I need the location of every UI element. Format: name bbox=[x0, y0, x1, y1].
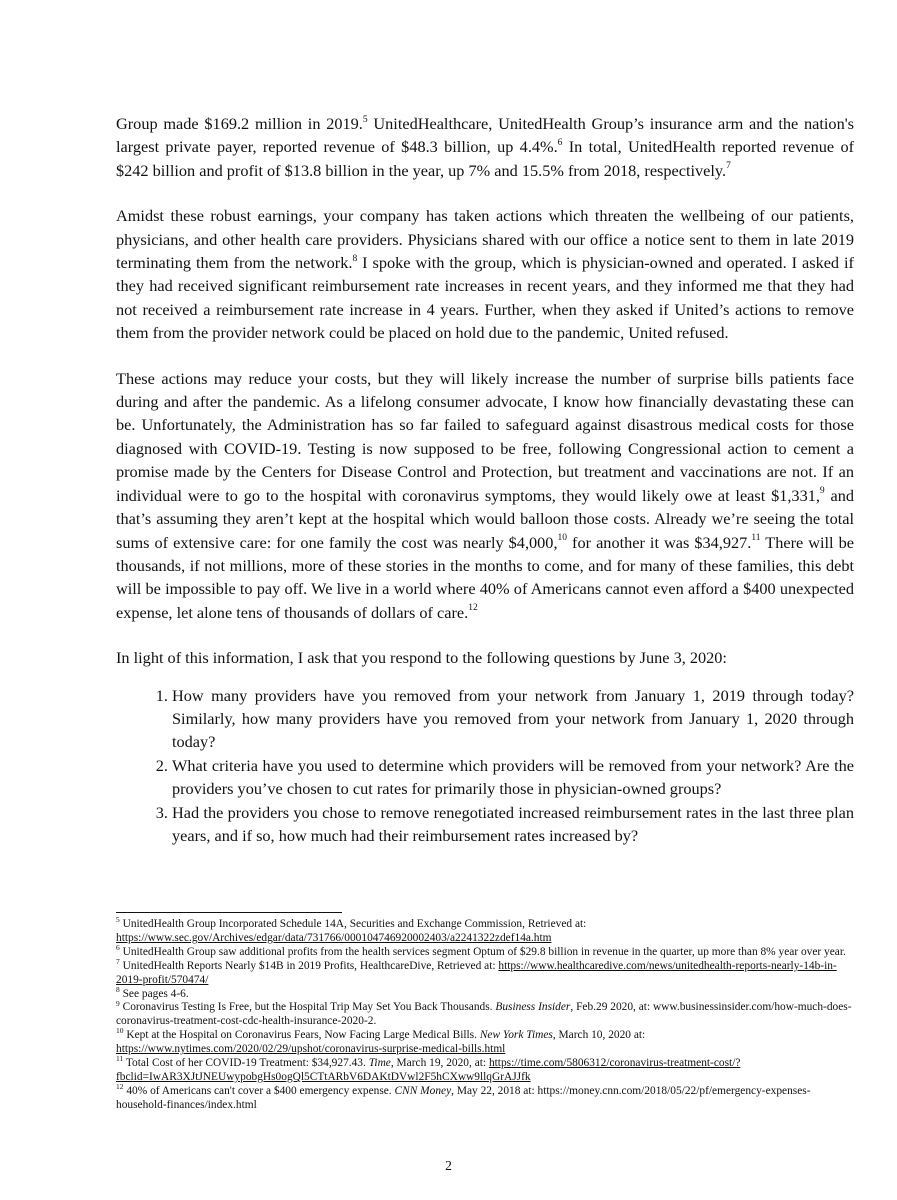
question-item: 2. What criteria have you used to determine which providers will be removed from your network? Are the providers you’ve chosen to cut rates for primarily those in physician-owned groups? bbox=[172, 754, 854, 801]
publication-title: CNN Money bbox=[394, 1084, 452, 1097]
paragraph bbox=[116, 367, 854, 624]
paragraph-text: Group made $169.2 million in 2019. bbox=[116, 114, 363, 133]
footnote-text: , March 19, 2020, at: bbox=[390, 1057, 489, 1070]
question-item: 1. How many providers have you removed from your network from January 1, 2019 through today? Similarly, how many providers have you removed from your network from January 1, 2020 through today? bbox=[172, 684, 854, 754]
paragraph bbox=[116, 112, 854, 182]
footnote-marker: 6 bbox=[116, 943, 120, 953]
footnote bbox=[116, 998, 854, 1029]
footnote bbox=[116, 956, 854, 988]
paragraph-text: In total, UnitedHealth reported revenue of $242 billion and profit of $13.8 billion in the year, up 7% and 15.5% from 2018, respectively. bbox=[116, 137, 855, 180]
paragraph-text: for another it was $34,927. bbox=[567, 532, 752, 552]
paragraph bbox=[116, 204, 854, 344]
footnote-marker: 11 bbox=[116, 1054, 124, 1064]
footnote-reference: 9 bbox=[819, 486, 825, 497]
question-list bbox=[116, 684, 854, 848]
footnote-text: Kept at the Hospital on Coronavirus Fears, Now Facing Large Medical Bills. bbox=[123, 1029, 480, 1042]
footnote-text: Total Cost of her COVID-19 Treatment: $34,927.43. bbox=[123, 1057, 369, 1070]
paragraph-text: UnitedHealthcare, UnitedHealth Group’s insurance arm and the nation's largest private payer, reported revenue of $48.3 billion, up 4.4%. bbox=[116, 114, 854, 157]
footnote bbox=[116, 1026, 854, 1057]
footnote-text: 40% of Americans can't cover a $400 emergency expense. bbox=[123, 1084, 395, 1097]
footnote-reference: 6 bbox=[557, 137, 563, 148]
footnote-marker: 10 bbox=[116, 1026, 124, 1036]
page-number: 2 bbox=[445, 1158, 452, 1173]
paragraph-text: and that’s assuming they aren’t kept at the hospital which would balloon those costs. Already we’re seeing the total sums of extensive care: for one family the cost was nearly $4,000, bbox=[116, 485, 854, 552]
footnote bbox=[116, 984, 854, 1002]
footnote-reference: 10 bbox=[557, 533, 568, 544]
publication-title: New York Times bbox=[479, 1029, 553, 1042]
publication-title: Time bbox=[368, 1057, 391, 1070]
paragraph-text: There will be thousands, if not millions, more of these stories in the months to come, and for many of these families, this debt will be impossible to pay off. We live in a world where 40% of Americans cannot even afford a $400 unexpected expense, let alone tens of thousands of dollars of care. bbox=[116, 532, 854, 622]
letter-body bbox=[116, 112, 854, 847]
footnote-text: , May 22, 2018 at: https://money.cnn.com/2018/05/22/pf/emergency-expenses-household-finances/index.html bbox=[116, 1084, 811, 1111]
source-url: https://www.sec.gov/Archives/edgar/data/731766/000104746920002403/a2241322zdef14a.htm bbox=[116, 931, 552, 944]
footnote-text: See pages 4-6. bbox=[119, 987, 189, 1000]
footnote-reference: 8 bbox=[352, 253, 358, 264]
paragraph-text: In light of this information, I ask that you respond to the following questions by June 3, 2020: bbox=[116, 648, 727, 668]
question-item: 3. Had the providers you chose to remove renegotiated increased reimbursement rates in the last three plan years, and if so, how much had their reimbursement rates increased by? bbox=[172, 801, 854, 848]
footnote-marker: 8 bbox=[116, 984, 120, 994]
footnote-separator bbox=[116, 912, 342, 913]
footnote-text: , March 10, 2020 at: bbox=[552, 1029, 646, 1042]
footnote-marker: 5 bbox=[116, 915, 120, 925]
publication-title: Business Insider bbox=[495, 1001, 571, 1014]
footnote-text: UnitedHealth Group saw additional profits from the health services segment Optum of $29.8 billion in revenue in the quarter, up more than 8% year over year. bbox=[119, 945, 846, 958]
footnote bbox=[116, 915, 854, 946]
footnote-text: , Feb.29 2020, at: www.businessinsider.com/how-much-does-coronavirus-treatment-cost-cdc-health-insurance-2020-2. bbox=[116, 1001, 852, 1028]
footnote-reference: 12 bbox=[468, 603, 478, 614]
footnote-marker: 7 bbox=[116, 956, 120, 966]
footnote-marker: 12 bbox=[116, 1082, 124, 1092]
paragraph-text: I spoke with the group, which is physician-owned and operated. I asked if they had received significant reimbursement rate increases in recent years, and they informed me that they had not received a reimbursement rate increase in 4 years. Further, when they asked if United’s actions to remove them from the provider network could be placed on hold due to the pandemic, United refused. bbox=[116, 253, 854, 343]
footnote-marker: 9 bbox=[116, 998, 120, 1008]
footnote bbox=[116, 1082, 854, 1113]
footnote-reference: 7 bbox=[726, 161, 731, 172]
source-url: https://www.healthcaredive.com/news/unitedhealth-reports-nearly-14b-in-2019-profit/570474/ bbox=[116, 959, 837, 986]
footnote-reference: 5 bbox=[362, 114, 368, 125]
footnotes bbox=[116, 915, 854, 1113]
source-url: https://time.com/5806312/coronavirus-treatment-cost/?fbclid=IwAR3XJtJNEUwypobgHs0ogQl5CTtARbV6DAKtDVwl2F5hCXww9llqGrAJJfk bbox=[116, 1057, 741, 1083]
paragraph-text: These actions may reduce your costs, but they will likely increase the number of surprise bills patients face during and after the pandemic. As a lifelong consumer advocate, I know how financially devastating these can be. Unfortunately, the Administration has so far failed to safeguard against disastrous medical costs for those diagnosed with COVID-19. Testing is now supposed to be free, following Congressional action to cement a promise made by the Centers for Disease Control and Protection, but treatment and vaccinations are not. If an individual were to go to the hospital with coronavirus symptoms, they would likely owe at least $1,331, bbox=[116, 368, 854, 505]
footnote-text: UnitedHealth Group Incorporated Schedule 14A, Securities and Exchange Commission, Retrieved at: bbox=[119, 918, 587, 930]
body-paragraphs bbox=[116, 112, 854, 670]
source-url: https://www.nytimes.com/2020/02/29/upshot/coronavirus-surprise-medical-bills.html bbox=[116, 1043, 506, 1056]
paragraph bbox=[116, 646, 854, 669]
footnote bbox=[116, 1054, 854, 1085]
paragraph-text: Amidst these robust earnings, your company has taken actions which threaten the wellbeing of our patients, physicians, and other health care providers. Physicians shared with our office a notice sent to them in late 2019 terminating them from the network. bbox=[116, 206, 854, 273]
footnote bbox=[116, 943, 854, 960]
footnote-reference: 11 bbox=[751, 533, 761, 544]
footnote-text: UnitedHealth Reports Nearly $14B in 2019 Profits, HealthcareDive, Retrieved at: bbox=[119, 959, 499, 972]
footnote-text: Coronavirus Testing Is Free, but the Hospital Trip May Set You Back Thousands. bbox=[119, 1001, 496, 1014]
